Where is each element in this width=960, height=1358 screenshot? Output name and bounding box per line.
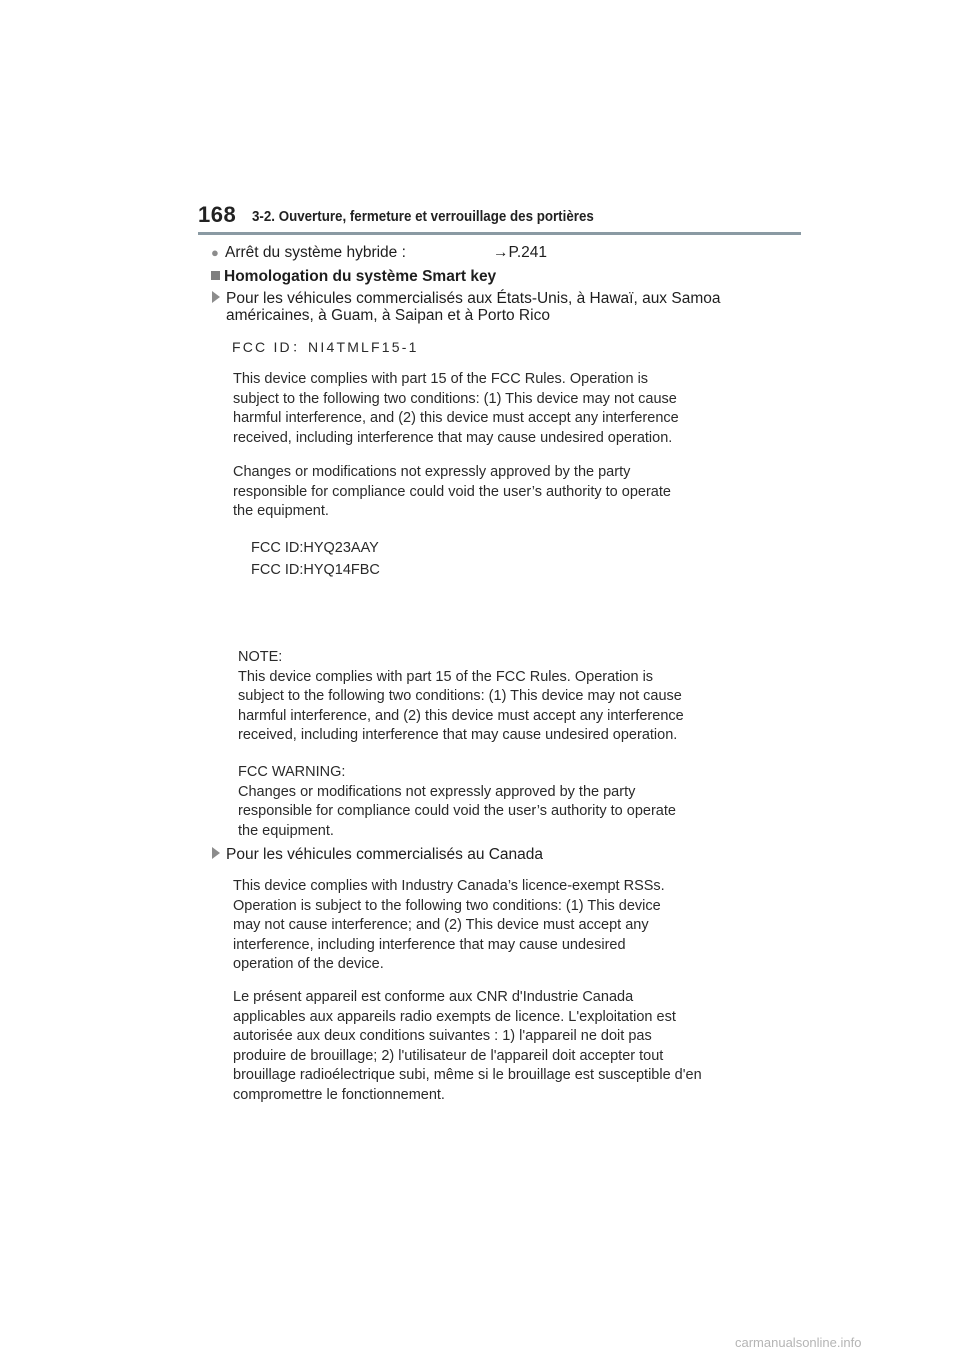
text-line: Operation is subject to the following two conditions: (1) This device — [233, 897, 661, 914]
text-line: interference, including interference that may cause undesired — [233, 936, 626, 953]
smart-key-heading — [211, 268, 496, 285]
canada-section-title — [212, 846, 543, 863]
square-bullet-icon — [211, 271, 220, 280]
text-line: received, including interference that may cause undesired operation. — [233, 429, 673, 446]
fcc-id-3: FCC ID:HYQ14FBC — [251, 562, 380, 578]
page-number: 168 — [198, 202, 237, 227]
fcc-note-paragraph — [238, 648, 728, 746]
fcc-warning-paragraph — [238, 763, 728, 841]
text-line: Changes or modifications not expressly approved by the party — [233, 464, 631, 480]
text-line: produire de brouillage; 2) l'utilisateur de l'appareil doit accepter tout — [233, 1047, 664, 1064]
fcc-compliance-paragraph — [233, 370, 723, 448]
triangle-bullet-icon — [212, 291, 220, 303]
fcc-id-2: FCC ID:HYQ23AAY — [251, 540, 379, 556]
text-line: the equipment. — [238, 822, 334, 839]
text-line: harmful interference, and (2) this device must accept any interference — [233, 410, 679, 427]
us-line-2: américaines, à Guam, à Saipan et à Porto Rico — [226, 307, 550, 324]
us-line-1: Pour les véhicules commercialisés aux États-Unis, à Hawaï, aux Samoa — [226, 290, 721, 307]
section-title: 3-2. Ouverture, fermeture et verrouillage des portières — [252, 209, 594, 225]
canada-french-paragraph — [233, 988, 730, 1106]
text-line: compromettre le fonctionnement. — [233, 1086, 445, 1103]
text-line: responsible for compliance could void the user’s authority to operate — [238, 803, 676, 820]
text-line: This device complies with Industry Canada’s licence-exempt RSSs. — [233, 878, 665, 894]
text-line: applicables aux appareils radio exempts de licence. L'exploitation est — [233, 1008, 676, 1025]
text-line: Changes or modifications not expressly approved by the party — [238, 783, 636, 800]
text-line: subject to the following two conditions: (1) This device may not cause — [238, 688, 682, 705]
site-watermark: carmanualsonline.info — [735, 1335, 862, 1350]
circle-bullet-icon: ● — [211, 245, 219, 260]
text-line: may not cause interference; and (2) This device must accept any — [233, 917, 649, 934]
hybrid-stop-bullet — [211, 244, 548, 261]
canada-english-paragraph — [233, 877, 703, 975]
text-line: subject to the following two conditions: (1) This device may not cause — [233, 390, 677, 407]
text-line: autorisée aux deux conditions suivantes : 1) l'appareil ne doit pas — [233, 1028, 652, 1045]
text-line: NOTE: — [238, 649, 283, 665]
text-line: This device complies with part 15 of the FCC Rules. Operation is — [233, 371, 649, 387]
text-line: harmful interference, and (2) this device must accept any interference — [238, 707, 684, 724]
text-line: received, including interference that may cause undesired operation. — [238, 727, 678, 744]
text-line: responsible for compliance could void the user’s authority to operate — [233, 483, 671, 500]
text-line: brouillage radioélectrique subi, même si le brouillage est susceptible d'en — [233, 1067, 702, 1084]
fcc-id-1: FCC ID：NI4TMLF15-1 — [232, 339, 419, 355]
text-line: Le présent appareil est conforme aux CNR d'Industrie Canada — [233, 989, 634, 1005]
page-reference-link[interactable]: →P.241 — [493, 244, 548, 261]
hybrid-stop-text: Arrêt du système hybride : — [225, 244, 406, 261]
canada-title-text: Pour les véhicules commercialisés au Canada — [226, 846, 544, 863]
us-section-title — [212, 290, 772, 324]
text-line: This device complies with part 15 of the FCC Rules. Operation is — [238, 668, 654, 685]
text-line: the equipment. — [233, 503, 329, 520]
text-line: FCC WARNING: — [238, 764, 346, 780]
fcc-id-list — [251, 537, 380, 581]
heading-text: Homologation du système Smart key — [224, 268, 497, 285]
triangle-bullet-icon — [212, 847, 220, 859]
text-line: operation of the device. — [233, 956, 384, 973]
header-rule — [198, 232, 801, 235]
fcc-modifications-paragraph — [233, 463, 713, 522]
